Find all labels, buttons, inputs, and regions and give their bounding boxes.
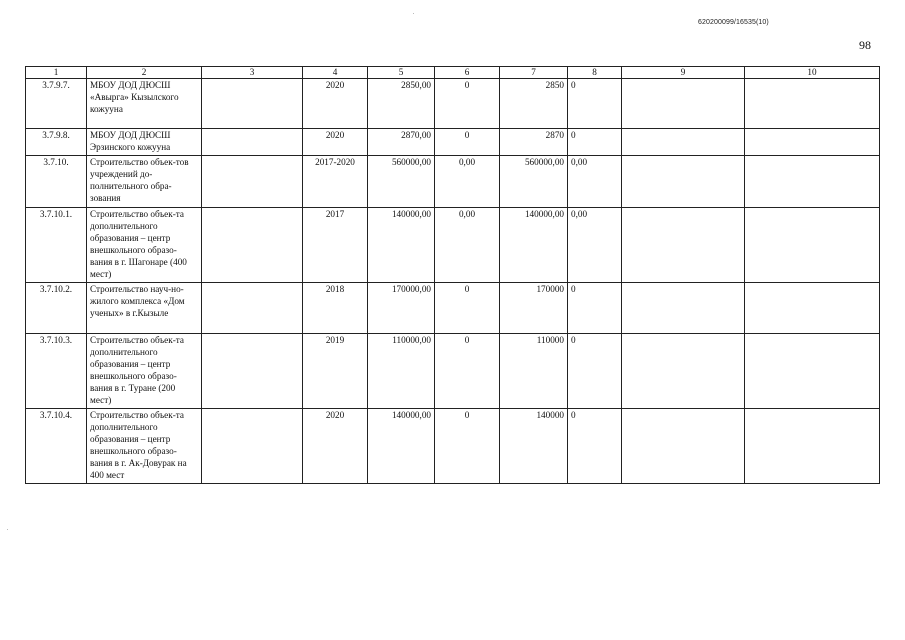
cell-col10: [745, 79, 880, 129]
cell-col9: [622, 208, 745, 283]
total-cell: 2850,00: [368, 79, 435, 129]
year-cell: 2017-2020: [303, 156, 368, 208]
object-name: МБОУ ДОД ДЮСШ Эрзинского кожууна: [87, 129, 202, 156]
cell-col9: [622, 129, 745, 156]
cell-col6: 0,00: [435, 208, 500, 283]
year-cell: 2020: [303, 409, 368, 484]
cell-col10: [745, 334, 880, 409]
column-header: 10: [745, 67, 880, 79]
cell-col10: [745, 208, 880, 283]
row-number: 3.7.10.2.: [26, 283, 87, 334]
table-row: [26, 79, 880, 129]
cell-col6: 0,00: [435, 156, 500, 208]
column-header: 3: [202, 67, 303, 79]
cell-col8: 0,00: [568, 156, 622, 208]
document-code: 620200099/16535(10): [698, 19, 769, 26]
table-row: [26, 208, 880, 283]
total-cell: 560000,00: [368, 156, 435, 208]
column-header: 5: [368, 67, 435, 79]
cell-col3: [202, 283, 303, 334]
table-row: [26, 409, 880, 484]
budget-table: [25, 66, 880, 484]
cell-col8: 0: [568, 129, 622, 156]
table-row: [26, 156, 880, 208]
table-row: [26, 129, 880, 156]
cell-col6: 0: [435, 334, 500, 409]
cell-col6: 0: [435, 409, 500, 484]
year-cell: 2018: [303, 283, 368, 334]
column-header: 9: [622, 67, 745, 79]
total-cell: 140000,00: [368, 208, 435, 283]
cell-col7: 110000: [500, 334, 568, 409]
cell-col3: [202, 156, 303, 208]
year-cell: 2020: [303, 129, 368, 156]
object-name: МБОУ ДОД ДЮСШ «Авырга» Кызылского кожууна: [87, 79, 202, 129]
cell-col3: [202, 409, 303, 484]
cell-col7: 2850: [500, 79, 568, 129]
year-cell: 2017: [303, 208, 368, 283]
row-number: 3.7.9.8.: [26, 129, 87, 156]
cell-col7: 140000,00: [500, 208, 568, 283]
total-cell: 110000,00: [368, 334, 435, 409]
cell-col6: 0: [435, 79, 500, 129]
total-cell: 2870,00: [368, 129, 435, 156]
cell-col9: [622, 283, 745, 334]
cell-col7: 140000: [500, 409, 568, 484]
column-number-row: [26, 67, 880, 79]
column-header: 4: [303, 67, 368, 79]
column-header: 7: [500, 67, 568, 79]
column-header: 6: [435, 67, 500, 79]
page-number: 98: [859, 38, 871, 52]
cell-col6: 0: [435, 283, 500, 334]
year-cell: 2019: [303, 334, 368, 409]
cell-col8: 0,00: [568, 208, 622, 283]
cell-col7: 560000,00: [500, 156, 568, 208]
cell-col9: [622, 156, 745, 208]
column-header: 8: [568, 67, 622, 79]
cell-col3: [202, 208, 303, 283]
scan-speck: [7, 529, 8, 530]
object-name: Строительство объек-та дополнительного образования – центр внешкольного образо-вания в г. Туране (200 мест): [87, 334, 202, 409]
total-cell: 170000,00: [368, 283, 435, 334]
table-row: [26, 334, 880, 409]
column-header: 2: [87, 67, 202, 79]
scan-speck: [413, 13, 414, 14]
object-name: Строительство объек-тов учреждений до-полнительного обра-зования: [87, 156, 202, 208]
year-cell: 2020: [303, 79, 368, 129]
cell-col8: 0: [568, 334, 622, 409]
cell-col6: 0: [435, 129, 500, 156]
cell-col9: [622, 409, 745, 484]
row-number: 3.7.9.7.: [26, 79, 87, 129]
cell-col9: [622, 79, 745, 129]
total-cell: 140000,00: [368, 409, 435, 484]
cell-col10: [745, 156, 880, 208]
cell-col10: [745, 409, 880, 484]
row-number: 3.7.10.4.: [26, 409, 87, 484]
cell-col3: [202, 79, 303, 129]
object-name: Строительство науч-но-жилого комплекса «Дом ученых» в г.Кызыле: [87, 283, 202, 334]
cell-col3: [202, 334, 303, 409]
row-number: 3.7.10.1.: [26, 208, 87, 283]
cell-col10: [745, 129, 880, 156]
cell-col9: [622, 334, 745, 409]
cell-col8: 0: [568, 409, 622, 484]
cell-col7: 2870: [500, 129, 568, 156]
object-name: Строительство объек-та дополнительного образования – центр внешкольного образо-вания в г. Шагонаре (400 мест): [87, 208, 202, 283]
cell-col10: [745, 283, 880, 334]
cell-col3: [202, 129, 303, 156]
table-row: [26, 283, 880, 334]
column-header: 1: [26, 67, 87, 79]
row-number: 3.7.10.3.: [26, 334, 87, 409]
object-name: Строительство объек-та дополнительного образования – центр внешкольного образо-вания в г. Ак-Довурак на 400 мест: [87, 409, 202, 484]
cell-col8: 0: [568, 79, 622, 129]
cell-col8: 0: [568, 283, 622, 334]
row-number: 3.7.10.: [26, 156, 87, 208]
cell-col7: 170000: [500, 283, 568, 334]
